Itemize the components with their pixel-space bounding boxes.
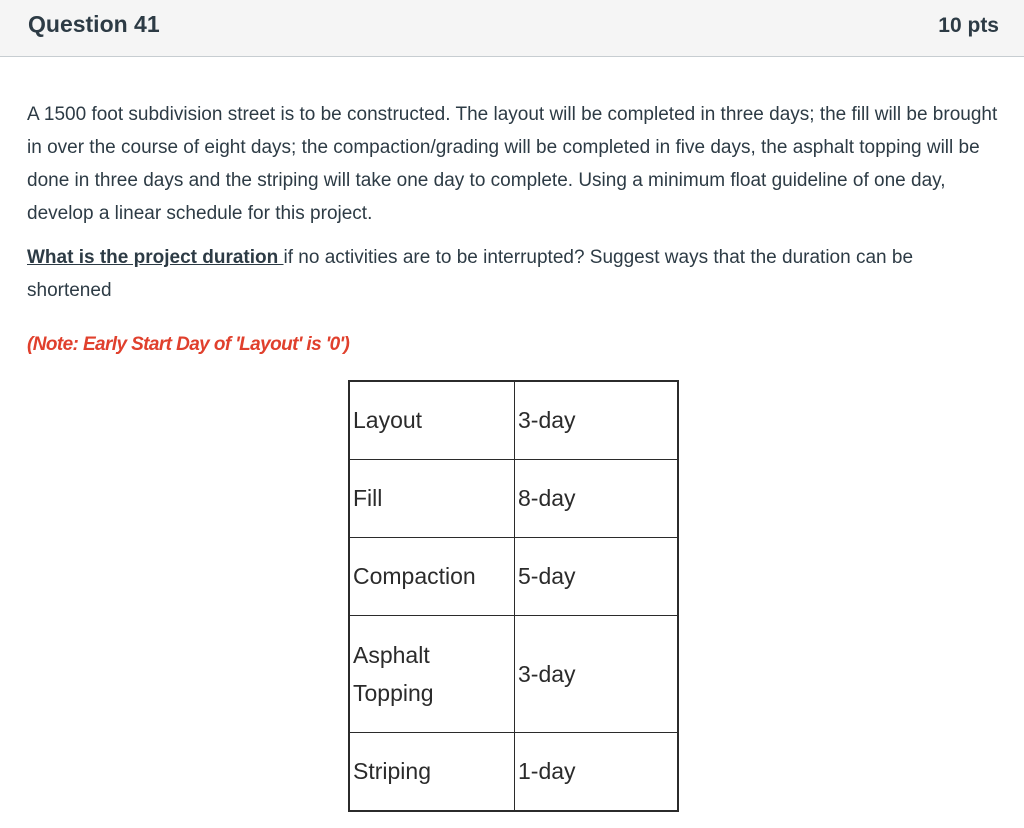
question-prompt-rest: if no activities are to be interrupted? Suggest ways that the duration can be shortened xyxy=(27,247,914,301)
table-row xyxy=(349,616,678,733)
note-text: (Note: Early Start Day of 'Layout' is '0') xyxy=(27,334,350,355)
activity-cell: Layout xyxy=(349,381,515,460)
activity-cell: Striping xyxy=(349,733,515,812)
table-row xyxy=(349,538,678,616)
duration-cell: 3-day xyxy=(515,616,679,733)
activity-cell: Fill xyxy=(349,460,515,538)
duration-cell: 5-day xyxy=(515,538,679,616)
activity-cell: Asphalt Topping xyxy=(349,616,515,733)
activity-cell: Compaction xyxy=(349,538,515,616)
problem-statement: A 1500 foot subdivision street is to be constructed. The layout will be completed in three days; the fill will be brought in over the course of eight days; the compaction/grading will be completed in five days, the asphalt topping will be done in three days and the striping will take one day to complete. Using a minimum float guideline of one day, develop a linear schedule for this project. xyxy=(27,104,998,224)
duration-cell: 3-day xyxy=(515,381,679,460)
duration-cell: 1-day xyxy=(515,733,679,812)
project-duration-link[interactable]: What is the project duration xyxy=(27,247,284,268)
question-body xyxy=(27,98,1002,307)
question-title: Question 41 xyxy=(28,11,160,37)
question-header xyxy=(0,0,1024,57)
activity-duration-table xyxy=(348,380,679,812)
table-row xyxy=(349,460,678,538)
question-prompt xyxy=(27,241,1002,307)
question-points: 10 pts xyxy=(938,14,999,37)
table-row xyxy=(349,733,678,812)
duration-cell: 8-day xyxy=(515,460,679,538)
table-row xyxy=(349,381,678,460)
